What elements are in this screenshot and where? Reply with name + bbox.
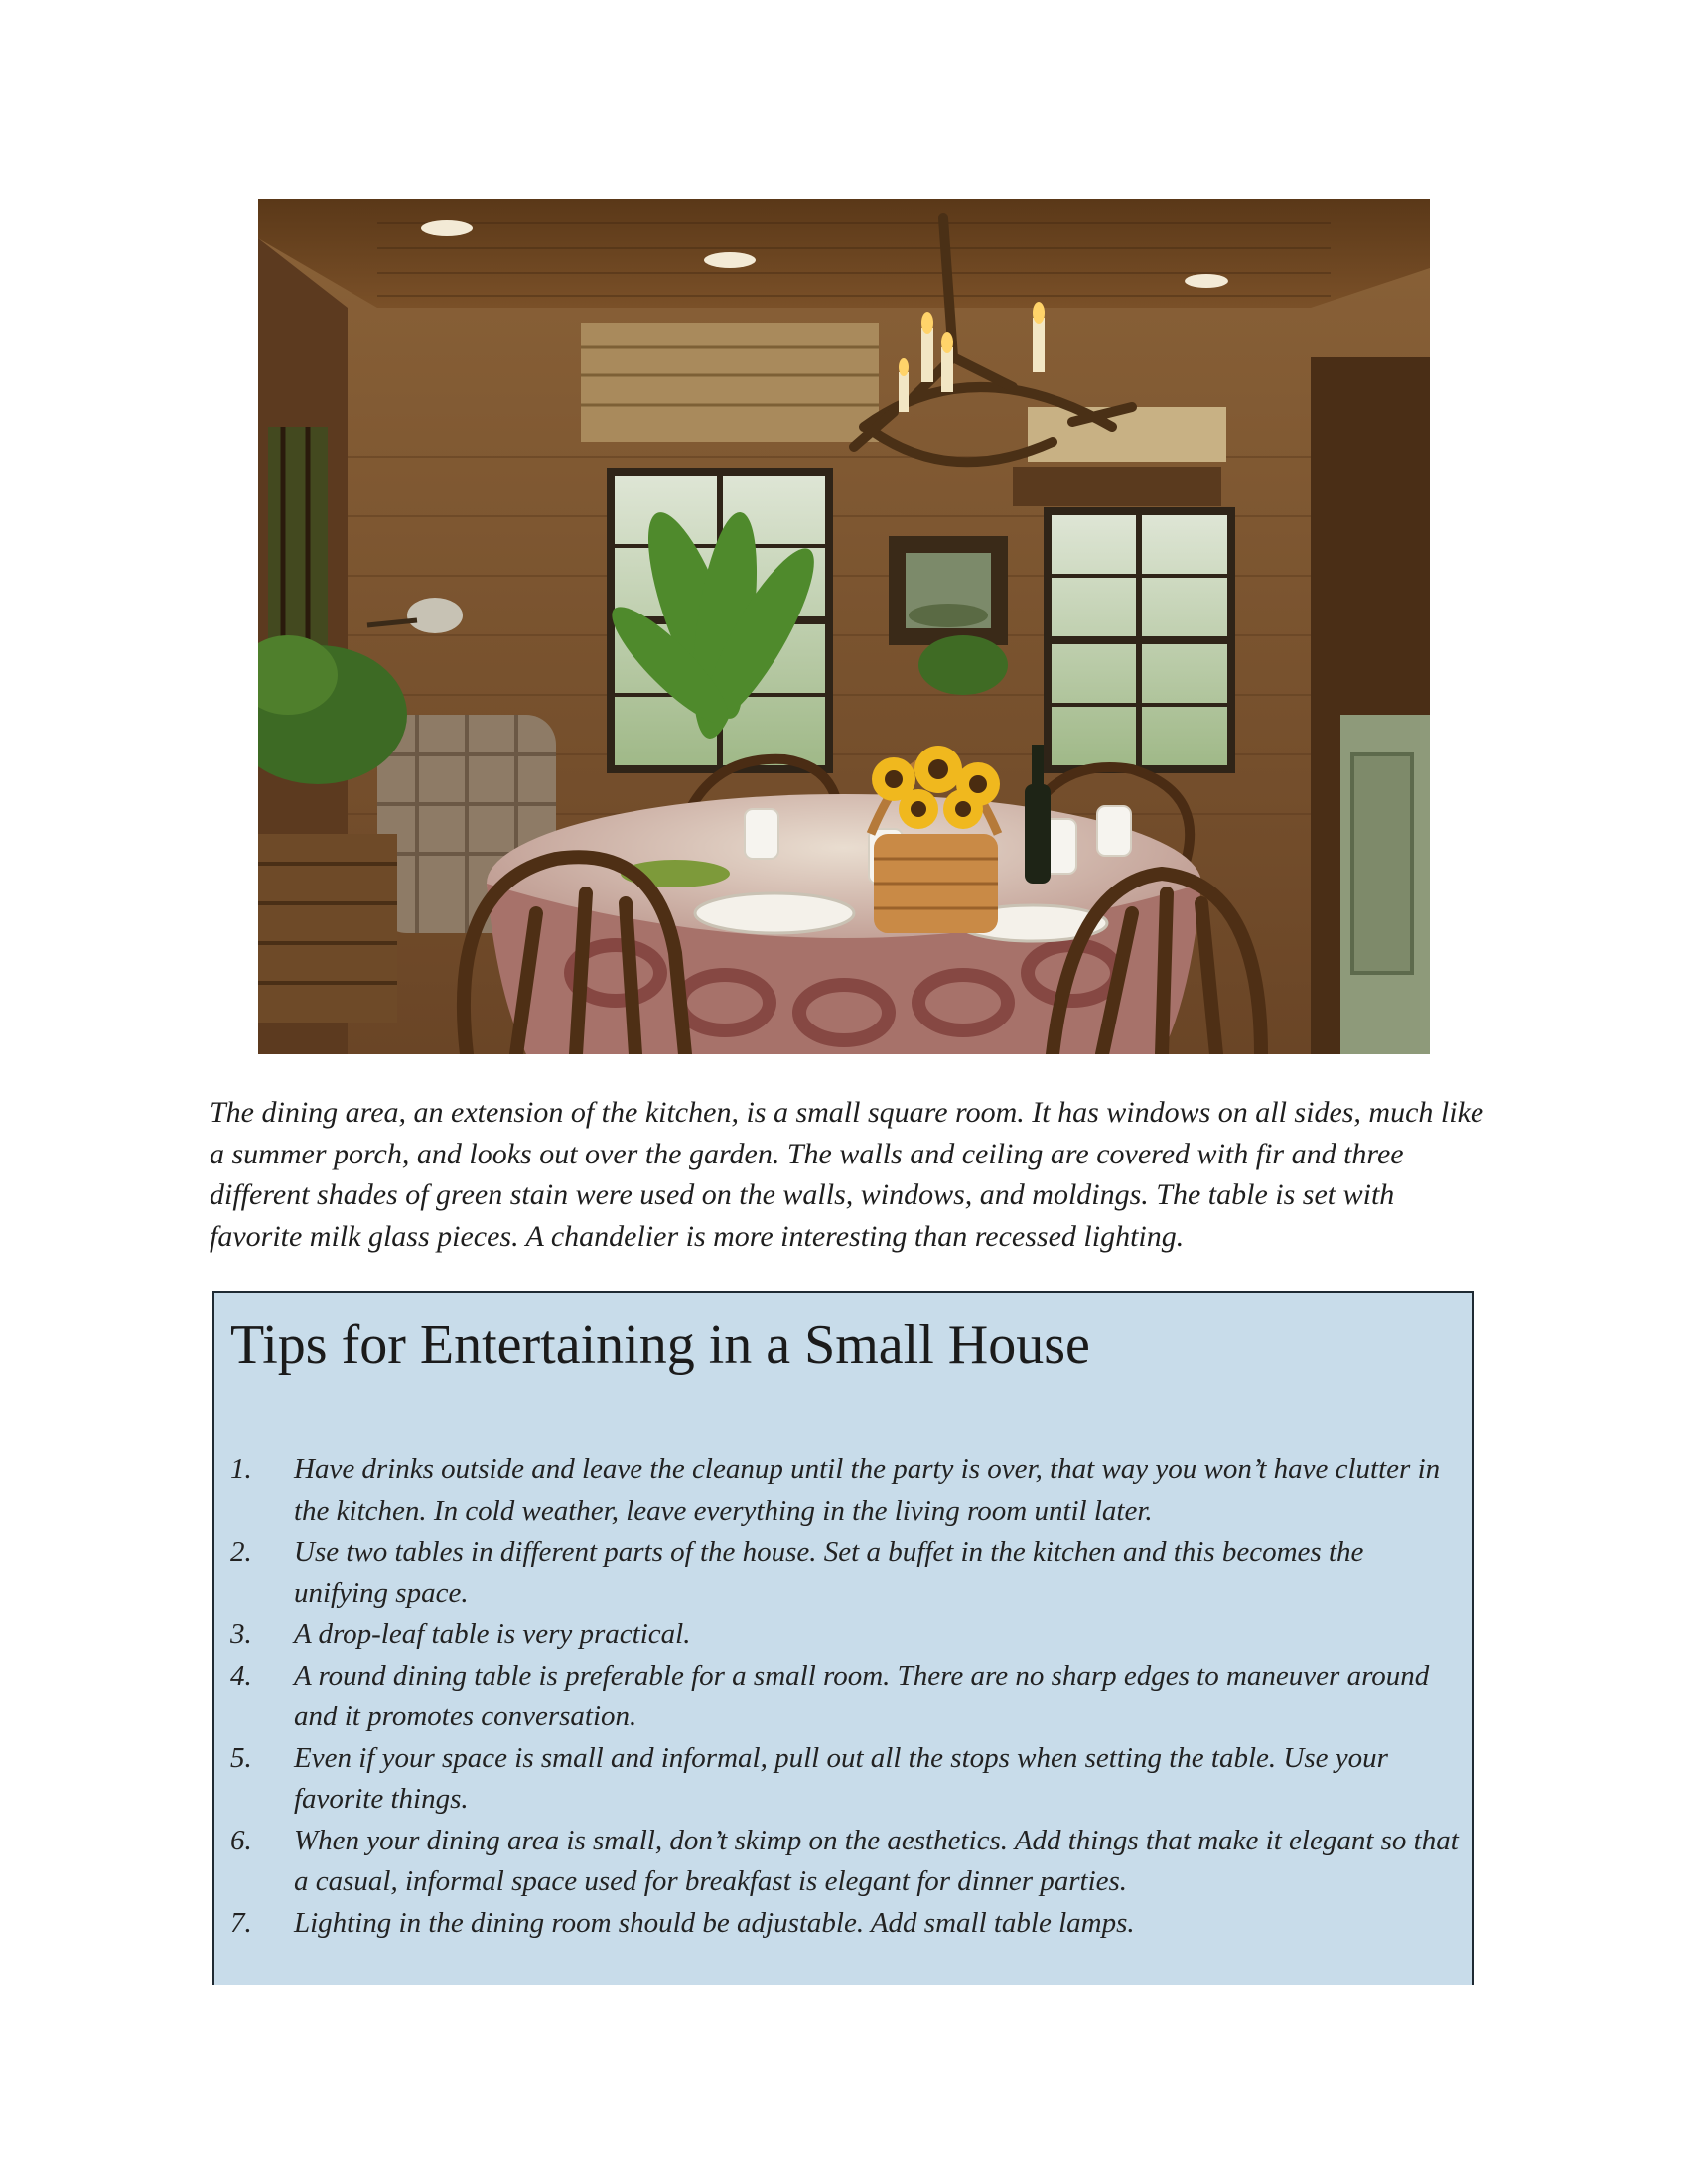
dining-room-photo xyxy=(258,199,1430,1054)
tip-number: 2. xyxy=(230,1536,252,1568)
tip-item xyxy=(230,1449,1462,1532)
tip-text: A round dining table is preferable for a small room. There are no sharp edges to maneuver around and it promotes conversation. xyxy=(294,1659,1430,1732)
tip-number: 6. xyxy=(230,1824,252,1856)
tip-item xyxy=(230,1738,1462,1821)
tip-item xyxy=(230,1656,1462,1738)
tip-text: A drop-leaf table is very practical. xyxy=(294,1618,691,1650)
tip-text: Use two tables in different parts of the house. Set a buffet in the kitchen and this becomes the unifying space. xyxy=(294,1536,1364,1609)
tip-text: Lighting in the dining room should be adjustable. Add small table lamps. xyxy=(294,1906,1135,1939)
tip-text: When your dining area is small, don’t skimp on the aesthetics. Add things that make it elegant so that a casual, informal space used for breakfast is elegant for dinner parties. xyxy=(294,1824,1459,1897)
tip-text: Even if your space is small and informal, pull out all the stops when setting the table. Use your favorite things. xyxy=(294,1741,1388,1815)
tip-number: 7. xyxy=(230,1906,252,1939)
tip-item xyxy=(230,1532,1462,1614)
tips-title: Tips for Entertaining in a Small House xyxy=(230,1314,1090,1376)
tip-number: 3. xyxy=(230,1618,252,1650)
photo-caption: The dining area, an extension of the kitchen, is a small square room. It has windows on all sides, much like a summer porch, and looks out over the garden. The walls and ceiling are covered with fir and three different shades of green stain were used on the walls, windows, and moldings. The table is set with favorite milk glass pieces. A chandelier is more interesting than recessed lighting. xyxy=(210,1096,1484,1253)
tips-list xyxy=(230,1449,1462,1944)
tip-number: 1. xyxy=(230,1453,252,1485)
dining-room-illustration xyxy=(258,199,1430,1054)
tip-number: 5. xyxy=(230,1741,252,1774)
tip-item xyxy=(230,1821,1462,1903)
tip-item xyxy=(230,1903,1462,1945)
tips-box xyxy=(212,1291,1474,1985)
tip-item xyxy=(230,1614,1462,1656)
tip-text: Have drinks outside and leave the cleanup until the party is over, that way you won’t have clutter in the kitchen. In cold weather, leave everything in the living room until later. xyxy=(294,1453,1441,1527)
tip-number: 4. xyxy=(230,1659,252,1692)
